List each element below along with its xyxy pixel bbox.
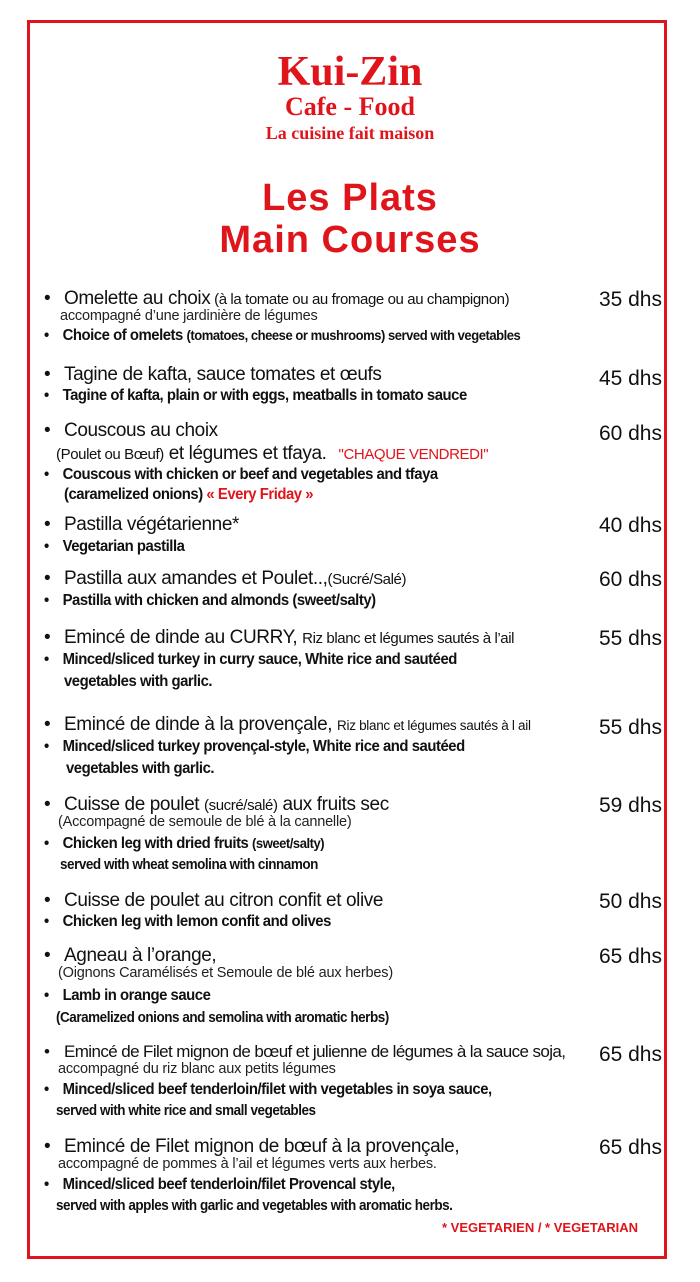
item-name-en-text: Minced/sliced beef tenderloin/filet with vegetables in soya sauce, [62,1081,492,1098]
item-name-fr [44,568,406,590]
item-name-fr [44,794,389,816]
bullet: • [44,651,49,668]
bullet: • [44,466,49,483]
bullet: • [44,945,51,966]
item-line2-en: vegetables with garlic. [66,760,215,777]
item-name-en-text: Tagine of kafta, plain or with eggs, meatballs in tomato sauce [62,387,467,404]
item-name-fr-text: Emincé de Filet mignon de bœuf à la provençale, [64,1136,460,1157]
bullet: • [44,420,51,441]
bullet: • [44,288,51,309]
item-line2-en: (Caramelized onions and semolina with aromatic herbs) [56,1010,389,1026]
bullet: • [44,913,49,930]
friday-note-en: « Every Friday » [206,486,314,503]
item-name-en [44,738,465,756]
brand-subtitle: Cafe - Food [285,92,415,121]
item-line2-text: et légumes et tfaya. [163,443,327,464]
item-name-en-text: Choice of omelets [62,327,183,344]
item-name-en-text: Chicken leg with lemon confit and olives [62,913,331,930]
item-name-en-text: Minced/sliced turkey provençal-style, White rice and sautéed [62,738,465,755]
bullet: • [44,890,51,911]
item-sub-fr: (Accompagné de semoule de blé à la cannelle) [58,814,352,830]
bullet: • [44,627,51,648]
bullet: • [44,1081,49,1098]
item-name-en [44,538,184,556]
item-name-fr-text: Omelette au choix [64,288,211,309]
brand-tagline: La cuisine fait maison [265,123,435,143]
item-price: 60 dhs [598,422,662,445]
item-line2-en: served with white rice and small vegetables [56,1103,316,1119]
item-price: 40 dhs [598,514,662,537]
item-name-en [44,592,376,610]
item-name-fr-text: Emincé de dinde au CURRY, [64,627,298,648]
item-price: 45 dhs [598,367,662,390]
item-name-en-text: Couscous with chicken or beef and vegetables and tfaya [62,466,438,483]
item-price: 35 dhs [598,288,662,311]
item-detail-en: (sweet/salty) [252,835,325,851]
section-title-en: Main Courses [219,219,481,261]
item-detail-fr: Riz blanc et légumes sautés à l ail [337,718,531,733]
item-name-fr-text: Cuisse de poulet [64,794,200,815]
item-name-fr-text: Emincé de Filet mignon de bœuf et julienne de légumes à la sauce soja, [64,1042,566,1061]
item-name-en-text: Minced/sliced beef tenderloin/filet Provencal style, [62,1176,395,1193]
item-detail-fr: (sucré/salé) [204,797,278,814]
item-name-fr-text: Agneau à l’orange, [64,945,217,966]
section-title-fr: Les Plats [262,177,438,219]
item-detail-fr: (Sucré/Salé) [327,571,407,588]
item-name-en [44,651,457,669]
item-line2-en-text: (caramelized onions) [64,486,203,503]
bullet: • [44,387,49,404]
item-sub-fr: accompagné du riz blanc aux petits légumes [58,1061,336,1077]
item-price: 55 dhs [598,627,662,650]
item-line2-en: vegetables with garlic. [64,673,213,690]
bullet: • [44,794,51,815]
brand-name: Kui-Zin [277,49,423,95]
item-name-en [44,387,467,405]
item-name-en [44,835,324,853]
item-name-fr-text: Cuisse de poulet au citron confit et olive [64,890,384,911]
item-line2-fr [56,443,488,465]
bullet: • [44,987,49,1004]
bullet: • [44,835,49,852]
item-detail-fr: Riz blanc et légumes sautés à l’ail [302,630,515,647]
item-detail-en: (tomatoes, cheese or mushrooms) served with vegetables [186,327,521,343]
item-line2-en: served with wheat semolina with cinnamon [60,857,318,873]
bullet: • [44,568,51,589]
item-price: 65 dhs [598,945,662,968]
bullet: • [44,1176,49,1193]
item-name-en-text: Vegetarian pastilla [62,538,185,555]
bullet: • [44,1136,51,1157]
item-name-fr [44,420,218,442]
item-name-fr [44,627,514,649]
item-name-en-text: Chicken leg with dried fruits [62,835,249,852]
bullet: • [44,327,49,344]
bullet: • [44,1042,50,1061]
item-name-fr [44,1042,565,1062]
item-sub-fr: accompagné de pommes à l’ail et légumes verts aux herbes. [58,1156,437,1172]
item-name-en [44,913,331,931]
item-name-fr [44,945,216,967]
item-name-fr-text: Tagine de kafta, sauce tomates et œufs [64,364,382,385]
item-name-en [44,987,210,1005]
item-price: 60 dhs [598,568,662,591]
item-line2-en: served with apples with garlic and vegetables with aromatic herbs. [56,1198,453,1214]
vegetarian-footnote: * VEGETARIEN / * VEGETARIAN [442,1220,638,1235]
item-price: 59 dhs [598,794,662,817]
item-name-fr [44,714,531,736]
item-line2-en [64,486,313,504]
bullet: • [44,514,51,535]
bullet: • [44,714,51,735]
item-price: 65 dhs [598,1043,662,1066]
bullet: • [44,738,49,755]
item-name-fr-tail: aux fruits sec [277,794,389,815]
item-name-en [44,1081,492,1099]
item-name-en-text: Minced/sliced turkey in curry sauce, White rice and sautéed [62,651,457,668]
item-name-fr-text: Emincé de dinde à la provençale, [64,714,333,735]
item-price: 50 dhs [598,890,662,913]
bullet: • [44,364,51,385]
item-name-en [44,466,438,484]
item-name-en-text: Lamb in orange sauce [62,987,211,1004]
item-sub-fr: (Oignons Caramélisés et Semoule de blé aux herbes) [58,965,393,981]
item-name-fr [44,514,239,536]
item-sub-fr: accompagné d’une jardinière de légumes [60,308,318,324]
bullet: • [44,592,49,609]
item-name-en-text: Pastilla with chicken and almonds (sweet/salty) [62,592,376,609]
bullet: • [44,538,49,555]
item-name-en [44,327,520,345]
item-detail-fr: (Poulet ou Bœuf) [56,446,164,463]
item-name-fr-text: Couscous au choix [64,420,218,441]
item-detail-fr-text: (à la tomate ou au fromage ou au champignon) [214,291,510,308]
item-price: 55 dhs [598,716,662,739]
item-name-fr [44,890,383,912]
item-name-fr-text: Pastilla aux amandes et Poulet.., [64,568,328,589]
item-name-fr [44,288,509,310]
item-name-en [44,1176,395,1194]
item-name-fr [44,1136,459,1158]
item-name-fr [44,364,381,386]
friday-note-fr: "CHAQUE VENDREDI" [338,446,489,463]
item-name-fr-text: Pastilla végétarienne* [64,514,239,535]
item-price: 65 dhs [598,1136,662,1159]
